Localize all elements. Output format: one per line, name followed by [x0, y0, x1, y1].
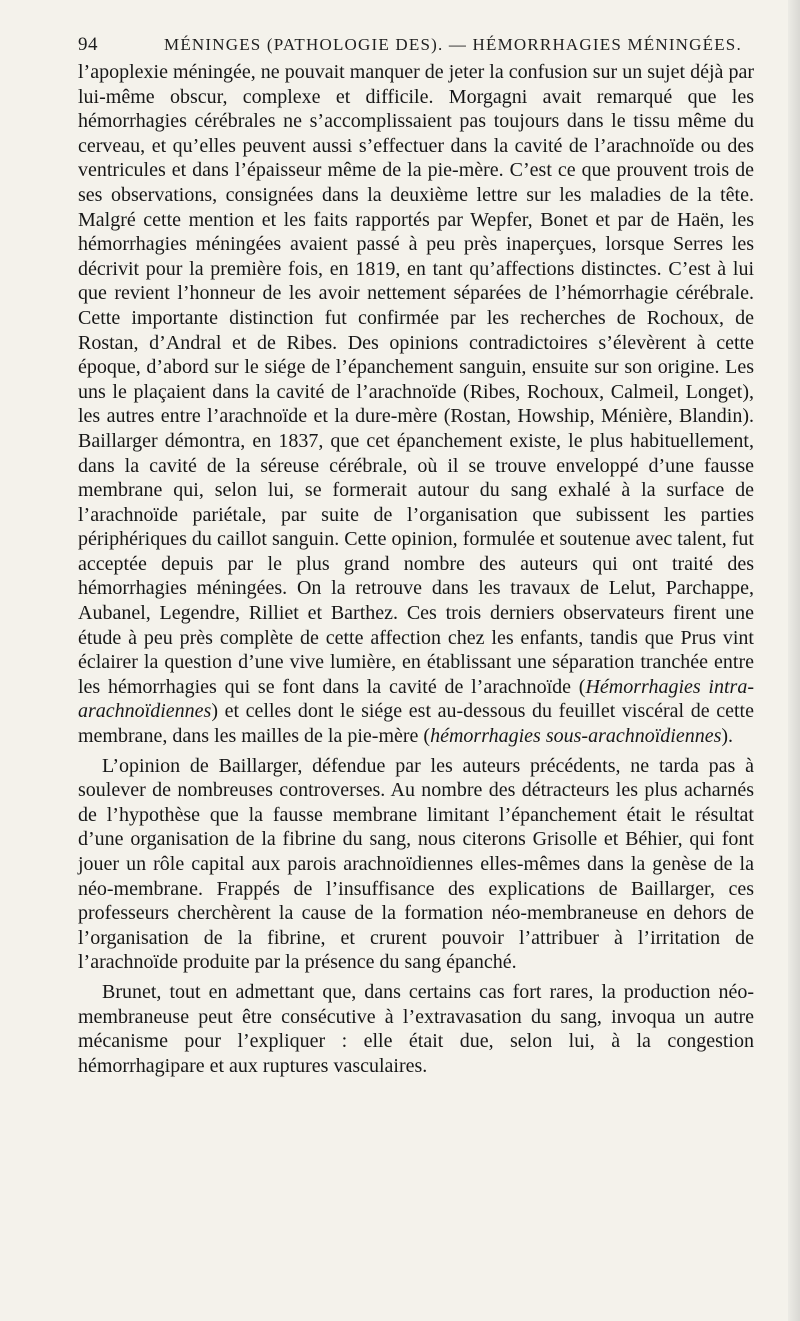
paragraph-1-ending: ). — [721, 725, 734, 748]
page-number: 94 — [78, 34, 98, 55]
page-gutter-shadow — [788, 0, 800, 1321]
paragraph-3: Brunet, tout en admettant que, dans certains cas fort rares, la production néo-membraneuse peut être consécutive à l’extravasation du sang, invoqua un autre mécanisme pour l’expliquer : elle était due, selon lui, à la congestion hémorrhagipare et aux ruptures vasculaires. — [78, 980, 754, 1077]
italic-term-sous-arachnoidiennes: hémorrhagies sous-arachnoïdiennes — [430, 725, 722, 748]
page-header — [78, 34, 758, 62]
running-head: MÉNINGES (PATHOLOGIE DES). — HÉMORRHAGIES MÉNINGÉES. — [164, 35, 742, 54]
paragraph-2: L’opinion de Baillarger, défendue par les auteurs précédents, ne tarda pas à soulever de nombreuses controverses. Au nombre des détracteurs les plus acharnés de l’hypothèse que la fausse membrane limitant l’épanchement était le résultat d’une organisation de la fibrine du sang, nous citerons Grisolle et Béhier, qui font jouer un rôle capital aux parois arachnoïdiennes elles-mêmes dans la genèse de la néo-membrane. Frappés de l’insuffisance des explications de Baillarger, ces professeurs cherchèrent la cause de la formation néo-membraneuse en dehors de l’organisation de la fibrine, et crurent pouvoir l’attribuer à l’irritation de l’arachnoïde produite par la présence du sang épanché. — [78, 754, 754, 974]
paragraph-1 — [78, 60, 754, 749]
italic-term-intra-arachnoidiennes: Hémorrhagies intra-arachnoïdiennes — [78, 675, 754, 723]
paragraph-1-continuation: ) et celles dont le siége est au-dessous du feuillet viscéral de cette membrane, dans les mailles de la pie-mère ( — [78, 700, 754, 748]
body-text — [78, 60, 754, 1078]
paragraph-1-text: l’apoplexie méningée, ne pouvait manquer de jeter la confusion sur un sujet déjà par lui-même obscur, complexe et difficile. Morgagni avait remarqué que les hémorrhagies cérébrales ne s’accomplissaient pas toujours dans le tissu même du cerveau, et qu’elles peuvent aussi s’effectuer dans la cavité de l’arachnoïde ou des ventricules et dans l’épaisseur même de la pie-mère. C’est ce que prouvent trois de ses observations, consignées dans la deuxième lettre sur les maladies de la tête. Malgré cette mention et les faits rapportés par Wepfer, Bonet et par de Haën, les hémorrhagies méningées avaient passé à peu près inaperçues, lorsque Serres les décrivit pour la première fois, en 1819, en tant qu’affections distinctes. C’est à lui que revient l’honneur de les avoir nettement séparées de l’hémorrhagie cérébrale. Cette importante distinction fut confirmée par les recherches de Rochoux, de Rostan, d’Andral et de Ribes. Des opinions contradictoires s’élevèrent à cette époque, d’abord sur le siége de l’épanchement sanguin, ensuite sur son origine. Les uns le plaçaient dans la cavité de l’arachnoïde (Ribes, Rochoux, Calmeil, Longet), les autres entre l’arachnoïde et la dure-mère (Rostan, Howship, Ménière, Blandin). Baillarger démontra, en 1837, que cet épanchement existe, le plus habituellement, dans la cavité de la séreuse cérébrale, où il se trouve enveloppé d’une fausse membrane qui, selon lui, se formerait autour du sang exhalé à la surface de l’arachnoïde pariétale, par suite de l’organisation que subissent les parties périphériques du caillot sanguin. Cette opinion, formulée et soutenue avec talent, fut acceptée depuis par le plus grand nombre des auteurs qui ont traité des hémorrhagies méningées. On la retrouve dans les travaux de Lelut, Parchappe, Aubanel, Legendre, Rilliet et Barthez. Ces trois derniers observateurs firent une étude à peu près complète de cette affection chez les enfants, tandis que Prus vint éclairer la question d’une vive lumière, en établissant une séparation tranchée entre les hémorrhagies qui se font dans la cavité de l’arachnoïde ( — [78, 61, 754, 698]
